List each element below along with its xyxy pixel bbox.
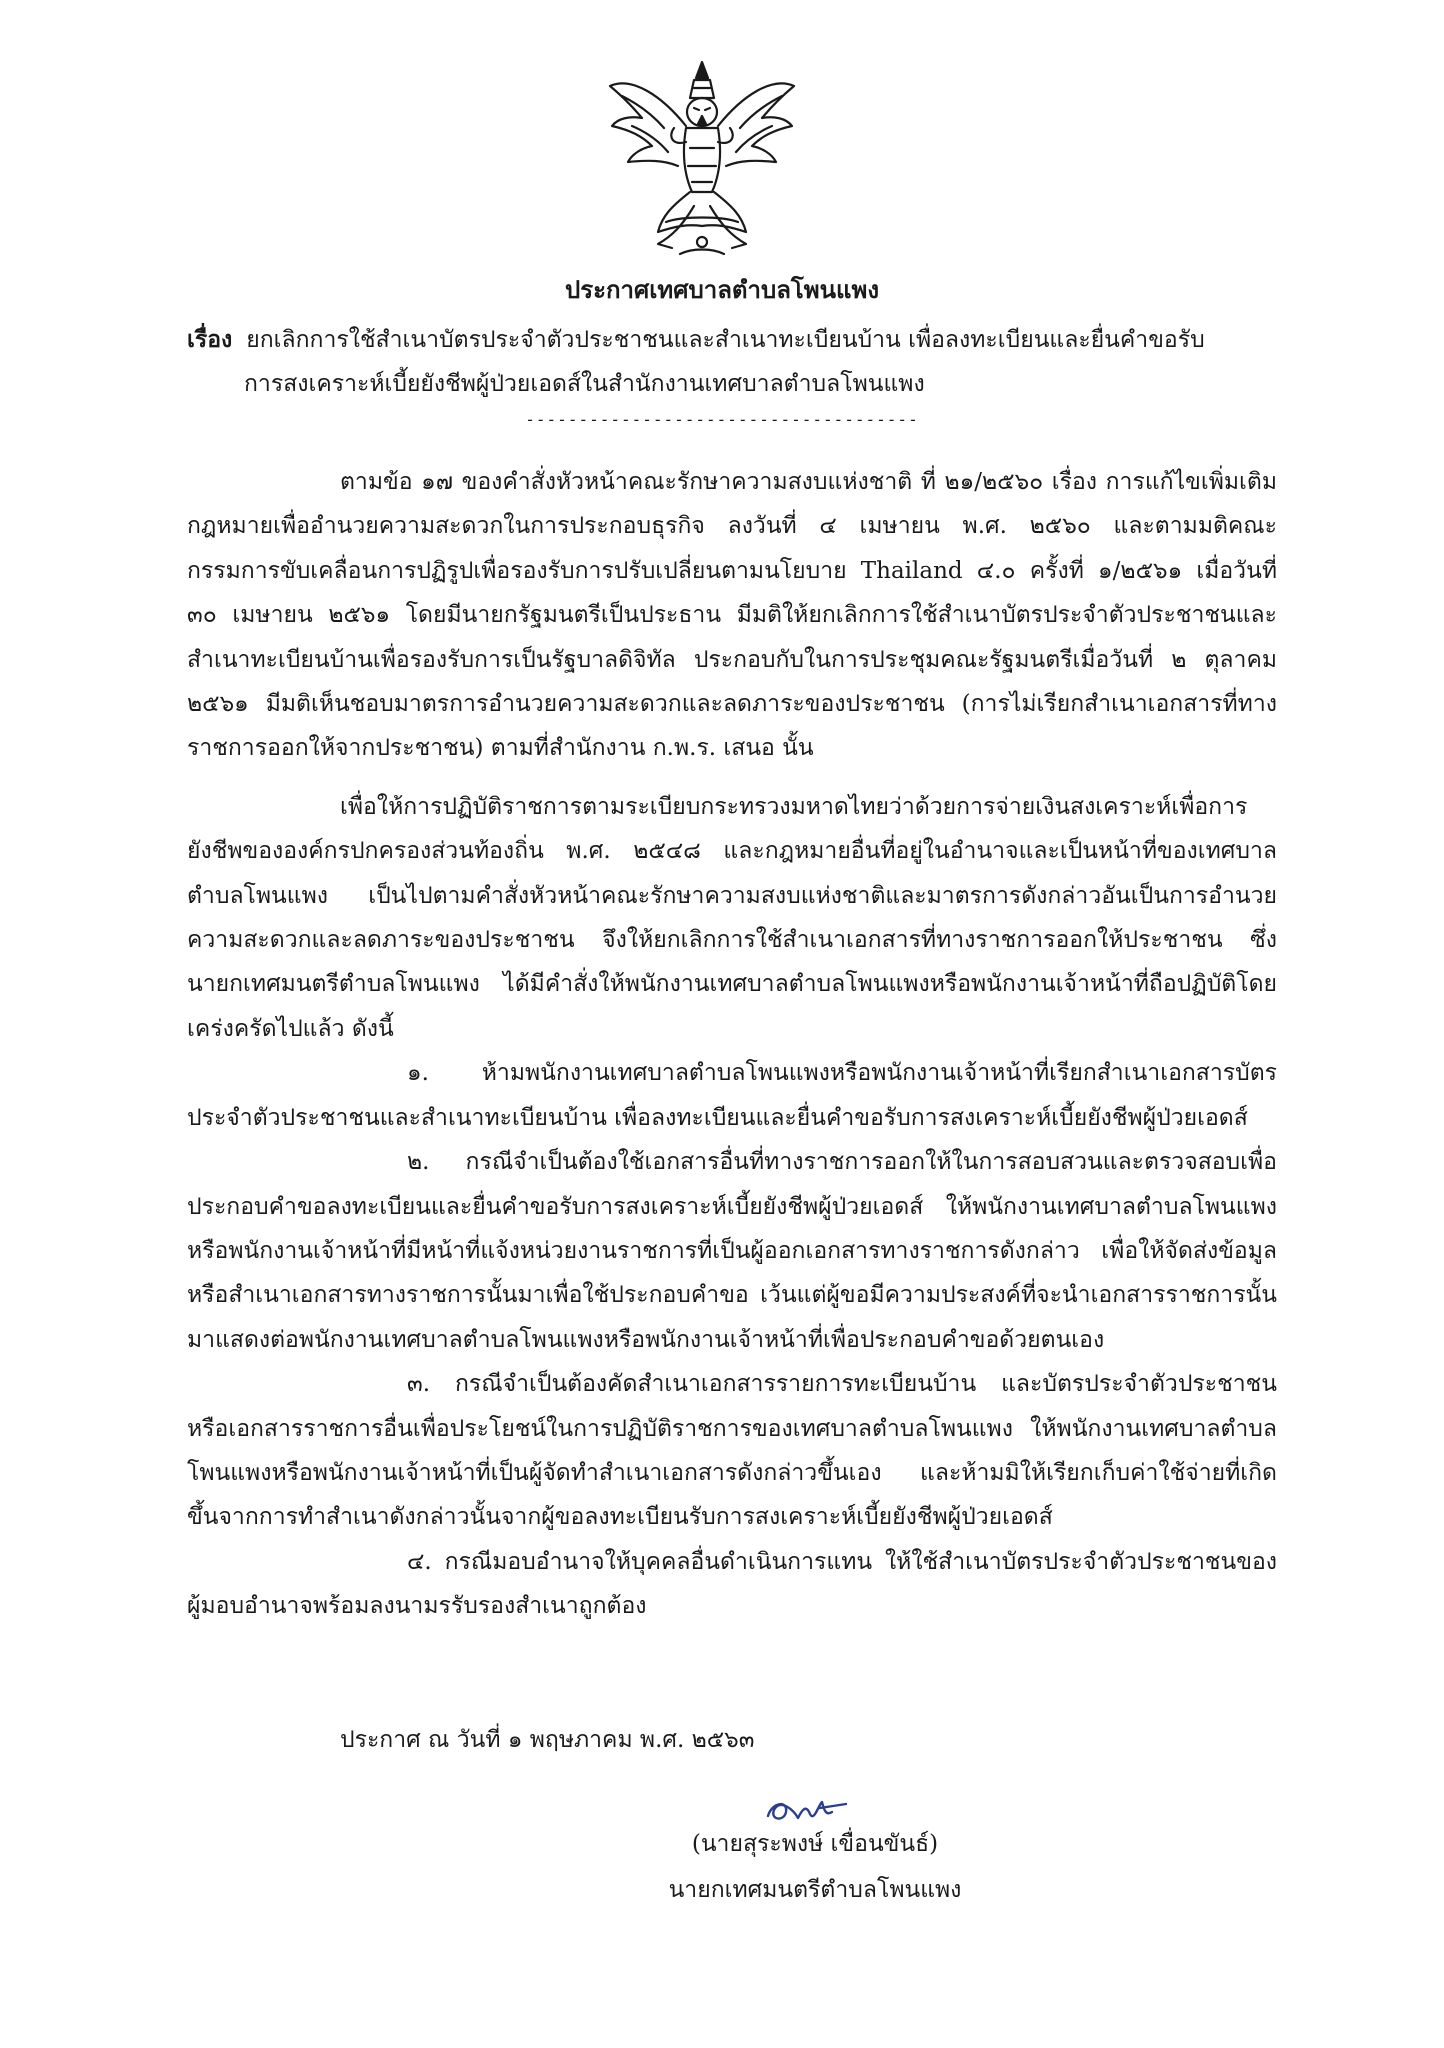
handwritten-signature-icon [760, 1790, 860, 1830]
signer-name: (นายสุระพงษ์ เขื่อนขันธ์) [691, 1831, 939, 1857]
divider: ------------------------------------- [525, 410, 919, 429]
body-text [187, 460, 1277, 1629]
garuda-emblem-icon [602, 56, 802, 266]
clause-3: ๓. กรณีจำเป็นต้องคัดสำเนาเอกสารรายการทะเบียนบ้าน และบัตรประจำตัวประชาชนหรือเอกสารราชการอื่นเพื่อประโยชน์ในการปฏิบัติราชการของเทศบาลตำบลโพนแพง ให้พนักงานเทศบาลตำบลโพนแพงหรือพนักงานเจ้าหน้าที่เป็นผู้จัดทำสำเนาเอกสารดังกล่าวขึ้นเอง และห้ามมิให้เรียกเก็บค่าใช้จ่ายที่เกิดขึ้นจากการทำสำเนาดังกล่าวนั้นจากผู้ขอลงทะเบียนรับการสงเคราะห์เบี้ยยังชีพผู้ป่วยเอดส์ [187, 1371, 1277, 1531]
subject-line-1: ยกเลิกการใช้สำเนาบัตรประจำตัวประชาชนและสำเนาทะเบียนบ้าน เพื่อลงทะเบียนและยื่นคำขอรับ [246, 327, 1205, 353]
subject-line-2: การสงเคราะห์เบี้ยยังชีพผู้ป่วยเอดส์ในสำนักงานเทศบาลตำบลโพนแพง [244, 371, 925, 397]
clause-2: ๒. กรณีจำเป็นต้องใช้เอกสารอื่นที่ทางราชการออกให้ในการสอบสวนและตรวจสอบเพื่อประกอบคำขอลงทะเบียนและยื่นคำขอรับการสงเคราะห์เบี้ยยังชีพผู้ป่วยเอดส์ ให้พนักงานเทศบาลตำบลโพนแพงหรือพนักงานเจ้าหน้าที่มีหน้าที่แจ้งหน่วยงานราชการที่เป็นผู้ออกเอกสารทางราชการดังกล่าว เพื่อให้จัดส่งข้อมูลหรือสำเนาเอกสารทางราชการนั้นมาเพื่อใช้ประกอบคำขอ เว้นแต่ผู้ขอมีความประสงค์ที่จะนำเอกสารราชการนั้นมาแสดงต่อพนักงานเทศบาลตำบลโพนแพงหรือพนักงานเจ้าหน้าที่เพื่อประกอบคำขอด้วยตนเอง [187, 1149, 1277, 1353]
document-title: ประกาศเทศบาลตำบลโพนแพง [564, 275, 880, 304]
signer-position: นายกเทศมนตรีตำบลโพนแพง [668, 1877, 962, 1903]
clause-4: ๔. กรณีมอบอำนาจให้บุคคลอื่นดำเนินการแทน ให้ใช้สำเนาบัตรประจำตัวประชาชนของผู้มอบอำนาจพร้อมลงนามรรับรองสำเนาถูกต้อง [187, 1548, 1277, 1620]
paragraph-1: ตามข้อ ๑๗ ของคำสั่งหัวหน้าคณะรักษาความสงบแห่งชาติ ที่ ๒๑/๒๕๖๐ เรื่อง การแก้ไขเพิ่มเติมกฎหมายเพื่ออำนวยความสะดวกในการประกอบธุรกิจ ลงวันที่ ๔ เมษายน พ.ศ. ๒๕๖๐ และตามมติคณะกรรมการขับเคลื่อนการปฏิรูปเพื่อรองรับการปรับเปลี่ยนตามนโยบาย Thailand ๔.๐ ครั้งที่ ๑/๒๕๖๑ เมื่อวันที่ ๓๐ เมษายน ๒๕๖๑ โดยมีนายกรัฐมนตรีเป็นประธาน มีมติให้ยกเลิกการใช้สำเนาบัตรประจำตัวประชาชนและสำเนาทะเบียนบ้านเพื่อรองรับการเป็นรัฐบาลดิจิทัล ประกอบกับในการประชุมคณะรัฐมนตรีเมื่อวันที่ ๒ ตุลาคม ๒๕๖๑ มีมติเห็นชอบมาตรการอำนวยความสะดวกและลดภาระของประชาชน (การไม่เรียกสำเนาเอกสารที่ทางราชการออกให้จากประชาชน) ตามที่สำนักงาน ก.พ.ร. เสนอ นั้น [187, 469, 1277, 762]
paragraph-2: เพื่อให้การปฏิบัติราชการตามระเบียบกระทรวงมหาดไทยว่าด้วยการจ่ายเงินสงเคราะห์เพื่อการยังชีพขององค์กรปกครองส่วนท้องถิ่น พ.ศ. ๒๕๔๘ และกฎหมายอื่นที่อยู่ในอำนาจและเป็นหน้าที่ของเทศบาลตำบลโพนแพง เป็นไปตามคำสั่งหัวหน้าคณะรักษาความสงบแห่งชาติและมาตรการดังกล่าวอันเป็นการอำนวยความสะดวกและลดภาระของประชาชน จึงให้ยกเลิกการใช้สำเนาเอกสารที่ทางราชการออกให้ประชาชน ซึ่งนายกเทศมนตรีตำบลโพนแพง ได้มีคำสั่งให้พนักงานเทศบาลตำบลโพนแพงหรือพนักงานเจ้าหน้าที่ถือปฏิบัติโดยเคร่งครัดไปแล้ว ดังนี้ [187, 793, 1277, 1042]
announcement-date: ประกาศ ณ วันที่ ๑ พฤษภาคม พ.ศ. ๒๕๖๓ [340, 1727, 755, 1753]
subject-label: เรื่อง [187, 326, 233, 353]
subject-block [187, 318, 1277, 406]
clause-1: ๑. ห้ามพนักงานเทศบาลตำบลโพนแพงหรือพนักงานเจ้าหน้าที่เรียกสำเนาเอกสารบัตรประจำตัวประชาชนและสำเนาทะเบียนบ้าน เพื่อลงทะเบียนและยื่นคำขอรับการสงเคราะห์เบี้ยยังชีพผู้ป่วยเอดส์ [187, 1060, 1277, 1131]
